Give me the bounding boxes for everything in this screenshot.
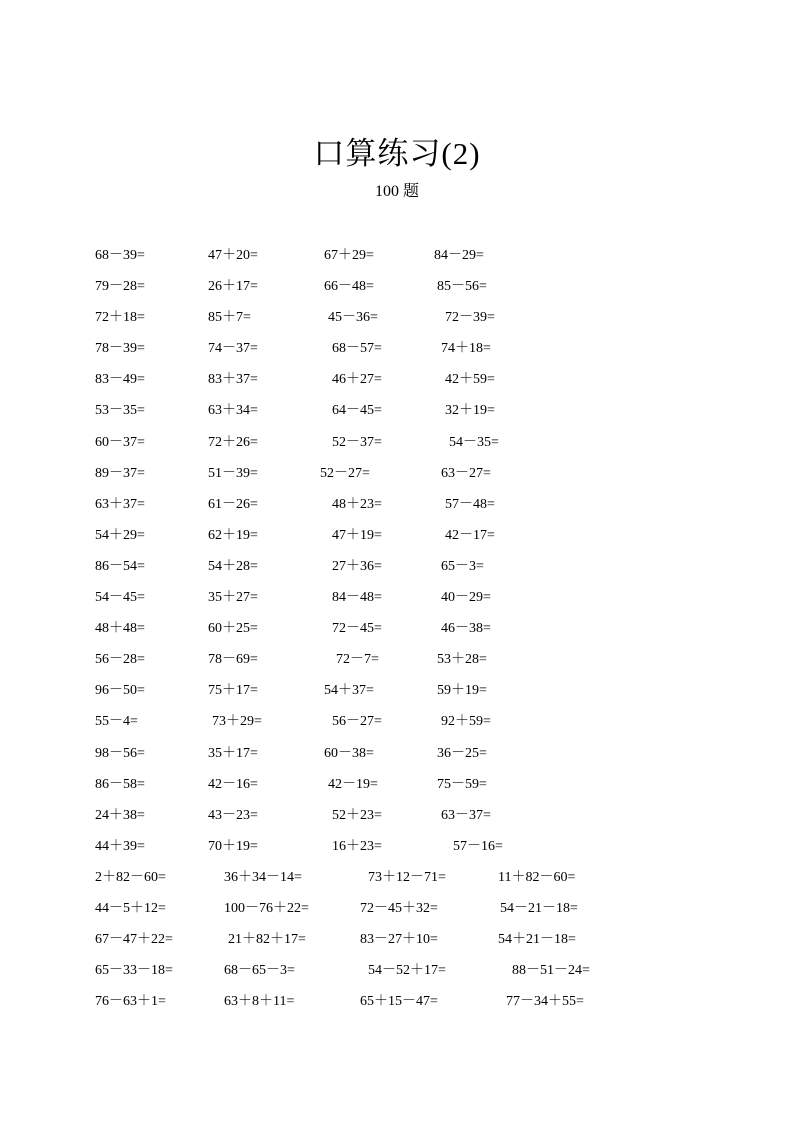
problem-cell: 86－54= <box>95 558 145 574</box>
problem-cell: 100－76＋22= <box>224 900 309 916</box>
problem-cell: 72＋26= <box>208 434 258 450</box>
problem-row <box>0 619 794 650</box>
problem-cell: 72－45＋32= <box>360 900 438 916</box>
problem-cell: 27＋36= <box>332 558 382 574</box>
problem-cell: 68－57= <box>332 341 382 357</box>
problem-cell: 65＋15－47= <box>360 994 438 1010</box>
problem-cell: 47＋19= <box>332 527 382 543</box>
problem-cell: 98－56= <box>95 745 145 761</box>
problem-cell: 84－29= <box>434 248 484 263</box>
problem-cell: 45－36= <box>328 310 378 326</box>
problem-cell: 57－16= <box>453 838 503 854</box>
page-subtitle: 100 题 <box>374 183 419 200</box>
problem-cell: 60－38= <box>324 745 374 761</box>
problem-cell: 36＋34－14= <box>224 869 302 885</box>
problem-row <box>0 433 794 464</box>
problem-cell: 26＋17= <box>208 279 258 295</box>
problem-cell: 63－27= <box>441 465 491 481</box>
problem-row <box>0 339 794 370</box>
problem-cell: 56－28= <box>95 652 145 668</box>
problem-cell: 21＋82＋17= <box>228 932 306 948</box>
problem-list <box>0 246 794 1023</box>
problem-cell: 42＋59= <box>445 372 495 388</box>
problem-row <box>0 744 794 775</box>
problem-row <box>0 681 794 712</box>
problem-cell: 53＋28= <box>437 652 487 668</box>
problem-cell: 83－27＋10= <box>360 932 438 948</box>
problem-cell: 48＋23= <box>332 496 382 512</box>
problem-cell: 57－48= <box>445 496 495 512</box>
problem-cell: 55－4= <box>95 714 138 730</box>
problem-cell: 75＋17= <box>208 683 258 699</box>
problem-cell: 44＋39= <box>95 838 145 854</box>
problem-cell: 79－28= <box>95 279 145 295</box>
problem-cell: 78－69= <box>208 652 258 668</box>
problem-cell: 77－34＋55= <box>506 994 584 1010</box>
problem-cell: 74＋18= <box>441 341 491 357</box>
problem-cell: 59＋19= <box>437 683 487 699</box>
problem-cell: 73＋12－71= <box>368 869 446 885</box>
problem-cell: 65－3= <box>441 558 484 574</box>
problem-cell: 61－26= <box>208 496 258 512</box>
problem-row <box>0 868 794 899</box>
problem-cell: 46－38= <box>441 621 491 637</box>
problem-row <box>0 961 794 992</box>
problem-cell: 54－45= <box>95 590 145 606</box>
problem-cell: 64－45= <box>332 403 382 419</box>
problem-row <box>0 712 794 743</box>
problem-cell: 54＋21－18= <box>498 932 576 948</box>
problem-cell: 66－48= <box>324 279 374 295</box>
problem-row <box>0 526 794 557</box>
problem-cell: 54－35= <box>449 434 499 450</box>
problem-row <box>0 899 794 930</box>
problem-row <box>0 308 794 339</box>
problem-row <box>0 557 794 588</box>
problem-row <box>0 806 794 837</box>
problem-cell: 75－59= <box>437 776 487 792</box>
problem-cell: 72－45= <box>332 621 382 637</box>
problem-cell: 42－16= <box>208 776 258 792</box>
problem-cell: 76－63＋1= <box>95 994 166 1010</box>
problem-cell: 63＋8＋11= <box>224 994 295 1010</box>
problem-cell: 60－37= <box>95 434 145 450</box>
problem-cell: 74－37= <box>208 341 258 357</box>
problem-row <box>0 495 794 526</box>
problem-cell: 36－25= <box>437 745 487 761</box>
problem-cell: 54＋29= <box>95 527 145 543</box>
problem-cell: 72＋18= <box>95 310 145 326</box>
problem-cell: 35＋17= <box>208 745 258 761</box>
problem-cell: 92＋59= <box>441 714 491 730</box>
problem-cell: 89－37= <box>95 465 145 481</box>
problem-cell: 85＋7= <box>208 310 251 326</box>
problem-cell: 60＋25= <box>208 621 258 637</box>
problem-cell: 53－35= <box>95 403 145 419</box>
problem-row <box>0 837 794 868</box>
problem-row <box>0 992 794 1023</box>
problem-row <box>0 775 794 806</box>
problem-cell: 2＋82－60= <box>95 869 166 885</box>
problem-cell: 24＋38= <box>95 807 145 823</box>
problem-cell: 56－27= <box>332 714 382 730</box>
problem-cell: 84－48= <box>332 590 382 606</box>
problem-cell: 54－21－18= <box>500 900 578 916</box>
problem-cell: 96－50= <box>95 683 145 699</box>
problem-cell: 52＋23= <box>332 807 382 823</box>
problem-cell: 42－19= <box>328 776 378 792</box>
problem-cell: 83－49= <box>95 372 145 388</box>
problem-cell: 67－47＋22= <box>95 932 173 948</box>
problem-cell: 44－5＋12= <box>95 900 166 916</box>
problem-cell: 11＋82－60= <box>498 869 576 885</box>
problem-cell: 43－23= <box>208 807 258 823</box>
problem-cell: 32＋19= <box>445 403 495 419</box>
problem-cell: 48＋48= <box>95 621 145 637</box>
problem-row <box>0 930 794 961</box>
problem-cell: 54＋37= <box>324 683 374 699</box>
problem-cell: 47＋20= <box>208 248 258 263</box>
problem-cell: 85－56= <box>437 279 487 295</box>
problem-cell: 68－65－3= <box>224 963 295 979</box>
problem-cell: 86－58= <box>95 776 145 792</box>
problem-cell: 63－37= <box>441 807 491 823</box>
problem-cell: 68－39= <box>95 248 145 263</box>
problem-cell: 88－51－24= <box>512 963 590 979</box>
problem-cell: 40－29= <box>441 590 491 606</box>
problem-cell: 54－52＋17= <box>368 963 446 979</box>
problem-row <box>0 650 794 681</box>
page-title: 口算练习(2) <box>313 136 481 171</box>
problem-cell: 63＋34= <box>208 403 258 419</box>
problem-cell: 78－39= <box>95 341 145 357</box>
problem-cell: 52－27= <box>320 465 370 481</box>
problem-cell: 83＋37= <box>208 372 258 388</box>
problem-cell: 42－17= <box>445 527 495 543</box>
problem-row <box>0 401 794 432</box>
problem-cell: 65－33－18= <box>95 963 173 979</box>
problem-cell: 67＋29= <box>324 248 374 263</box>
problem-cell: 73＋29= <box>212 714 262 730</box>
problem-cell: 35＋27= <box>208 590 258 606</box>
problem-row <box>0 588 794 619</box>
problem-cell: 70＋19= <box>208 838 258 854</box>
problem-cell: 54＋28= <box>208 558 258 574</box>
problem-row <box>0 464 794 495</box>
problem-row <box>0 246 794 277</box>
problem-cell: 72－7= <box>336 652 379 668</box>
problem-cell: 63＋37= <box>95 496 145 512</box>
problem-row <box>0 370 794 401</box>
problem-cell: 46＋27= <box>332 372 382 388</box>
problem-cell: 62＋19= <box>208 527 258 543</box>
problem-cell: 52－37= <box>332 434 382 450</box>
problem-cell: 51－39= <box>208 465 258 481</box>
problem-cell: 16＋23= <box>332 838 382 854</box>
problem-row <box>0 277 794 308</box>
problem-cell: 72－39= <box>445 310 495 326</box>
